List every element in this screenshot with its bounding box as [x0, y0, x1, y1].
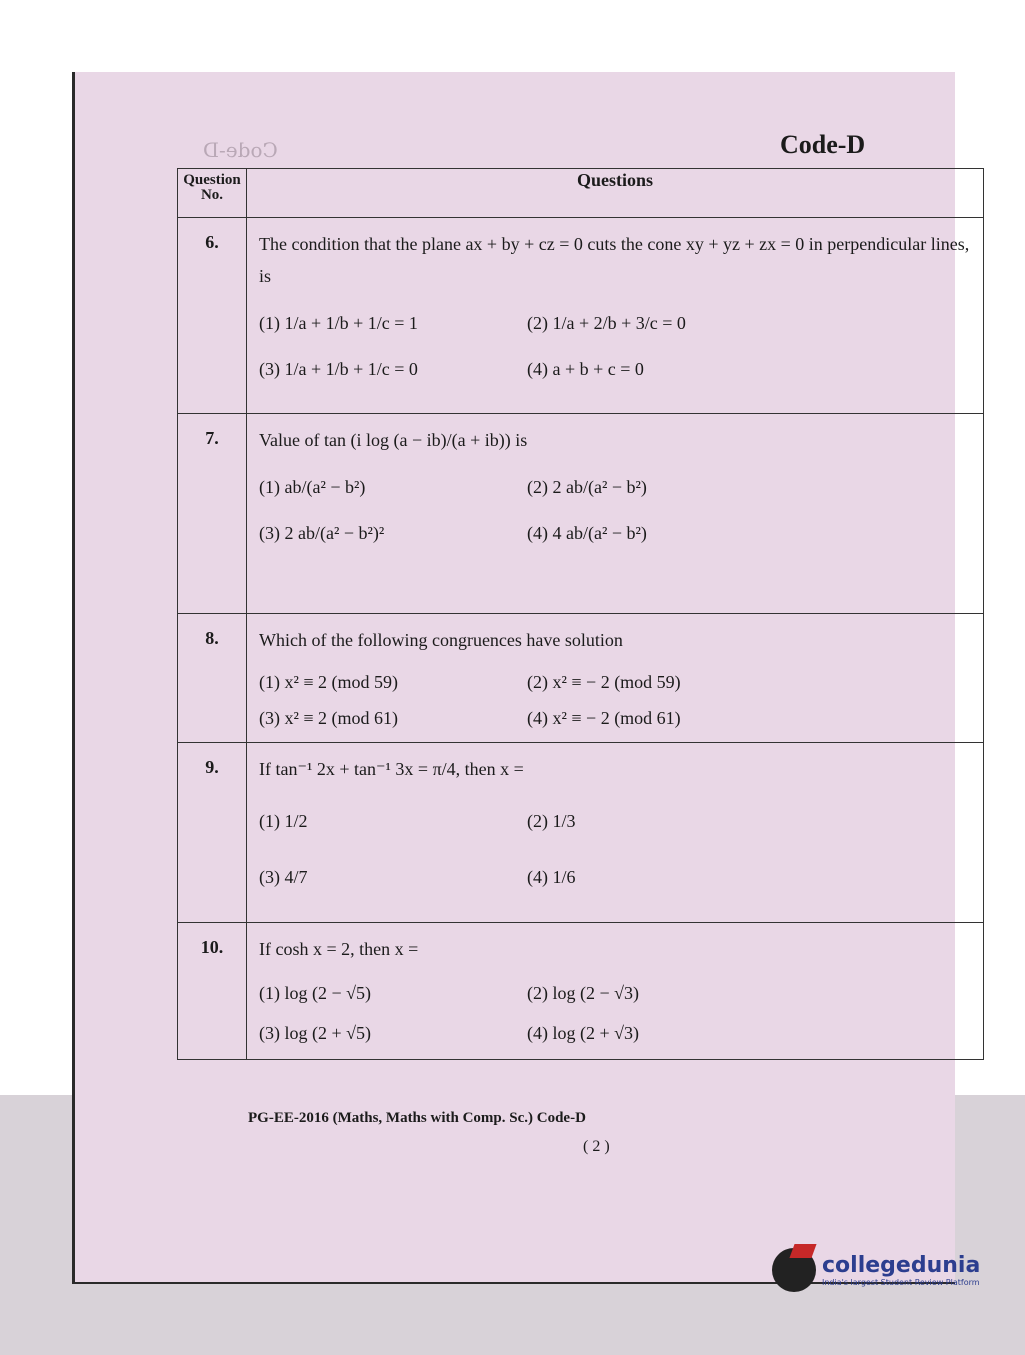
question-row: [178, 743, 984, 923]
bleed-through-text: Code-D: [203, 138, 278, 162]
question-number: 6.: [178, 218, 247, 414]
option-2: (2) 2 ab/(a² − b²): [527, 476, 647, 497]
logo-text: [822, 1253, 980, 1287]
option-1: (1) ab/(a² − b²): [259, 476, 366, 497]
option-1: (1) 1/a + 1/b + 1/c = 1: [259, 312, 418, 333]
question-content: [247, 218, 984, 414]
option-3: (3) log (2 + √5): [259, 1022, 372, 1043]
option-4: (4) 1/6: [527, 866, 576, 887]
option-4: (4) log (2 + √3): [527, 1022, 640, 1043]
option-4: (4) a + b + c = 0: [527, 358, 644, 379]
option-1: (1) log (2 − √5): [259, 982, 372, 1003]
page-number: ( 2 ): [583, 1138, 610, 1155]
question-row: [178, 414, 984, 614]
option-4: (4) 4 ab/(a² − b²): [527, 522, 647, 543]
question-number: 8.: [178, 614, 247, 743]
graduate-mascot-icon: [772, 1248, 816, 1292]
question-stem: Value of tan (i log (a − ib)/(a + ib)) is: [259, 430, 528, 450]
question-row: [178, 923, 984, 1060]
option-2: (2) log (2 − √3): [527, 982, 640, 1003]
question-number: 10.: [178, 923, 247, 1060]
question-row: [178, 614, 984, 743]
question-table: [177, 168, 984, 1060]
question-stem: Which of the following congruences have solution: [259, 630, 623, 650]
question-number: 9.: [178, 743, 247, 923]
brand-name: collegedunia: [822, 1253, 981, 1278]
question-content: [247, 614, 984, 743]
question-number: 7.: [178, 414, 247, 614]
option-1: (1) 1/2: [259, 810, 308, 831]
collegedunia-logo: [772, 1248, 980, 1292]
question-row: [178, 218, 984, 414]
option-3: (3) x² ≡ 2 (mod 61): [259, 707, 399, 728]
option-1: (1) x² ≡ 2 (mod 59): [259, 671, 399, 692]
option-2: (2) 1/a + 2/b + 3/c = 0: [527, 312, 686, 333]
scanned-page: [72, 72, 970, 1284]
qno-header: Question No.: [178, 169, 247, 218]
option-3: (3) 4/7: [259, 866, 308, 887]
option-2: (2) 1/3: [527, 810, 576, 831]
code-header: Code-D: [780, 130, 866, 159]
option-3: (3) 2 ab/(a² − b²)²: [259, 522, 385, 543]
footer-code-line: PG-EE-2016 (Maths, Maths with Comp. Sc.) Code-D: [248, 1110, 586, 1126]
question-content: [247, 743, 984, 923]
table-header-row: [178, 169, 984, 218]
questions-header: Questions: [247, 169, 984, 218]
question-stem: The condition that the plane ax + by + cz = 0 cuts the cone xy + yz + zx = 0 in perpendicular lines, is: [259, 234, 970, 286]
option-4: (4) x² ≡ − 2 (mod 61): [527, 707, 681, 728]
question-content: [247, 414, 984, 614]
option-2: (2) x² ≡ − 2 (mod 59): [527, 671, 681, 692]
brand-tagline: India's largest Student Review Platform: [822, 1278, 980, 1287]
option-3: (3) 1/a + 1/b + 1/c = 0: [259, 358, 418, 379]
question-stem: If tan⁻¹ 2x + tan⁻¹ 3x = π/4, then x =: [259, 759, 524, 779]
question-content: [247, 923, 984, 1060]
question-stem: If cosh x = 2, then x =: [259, 939, 419, 959]
